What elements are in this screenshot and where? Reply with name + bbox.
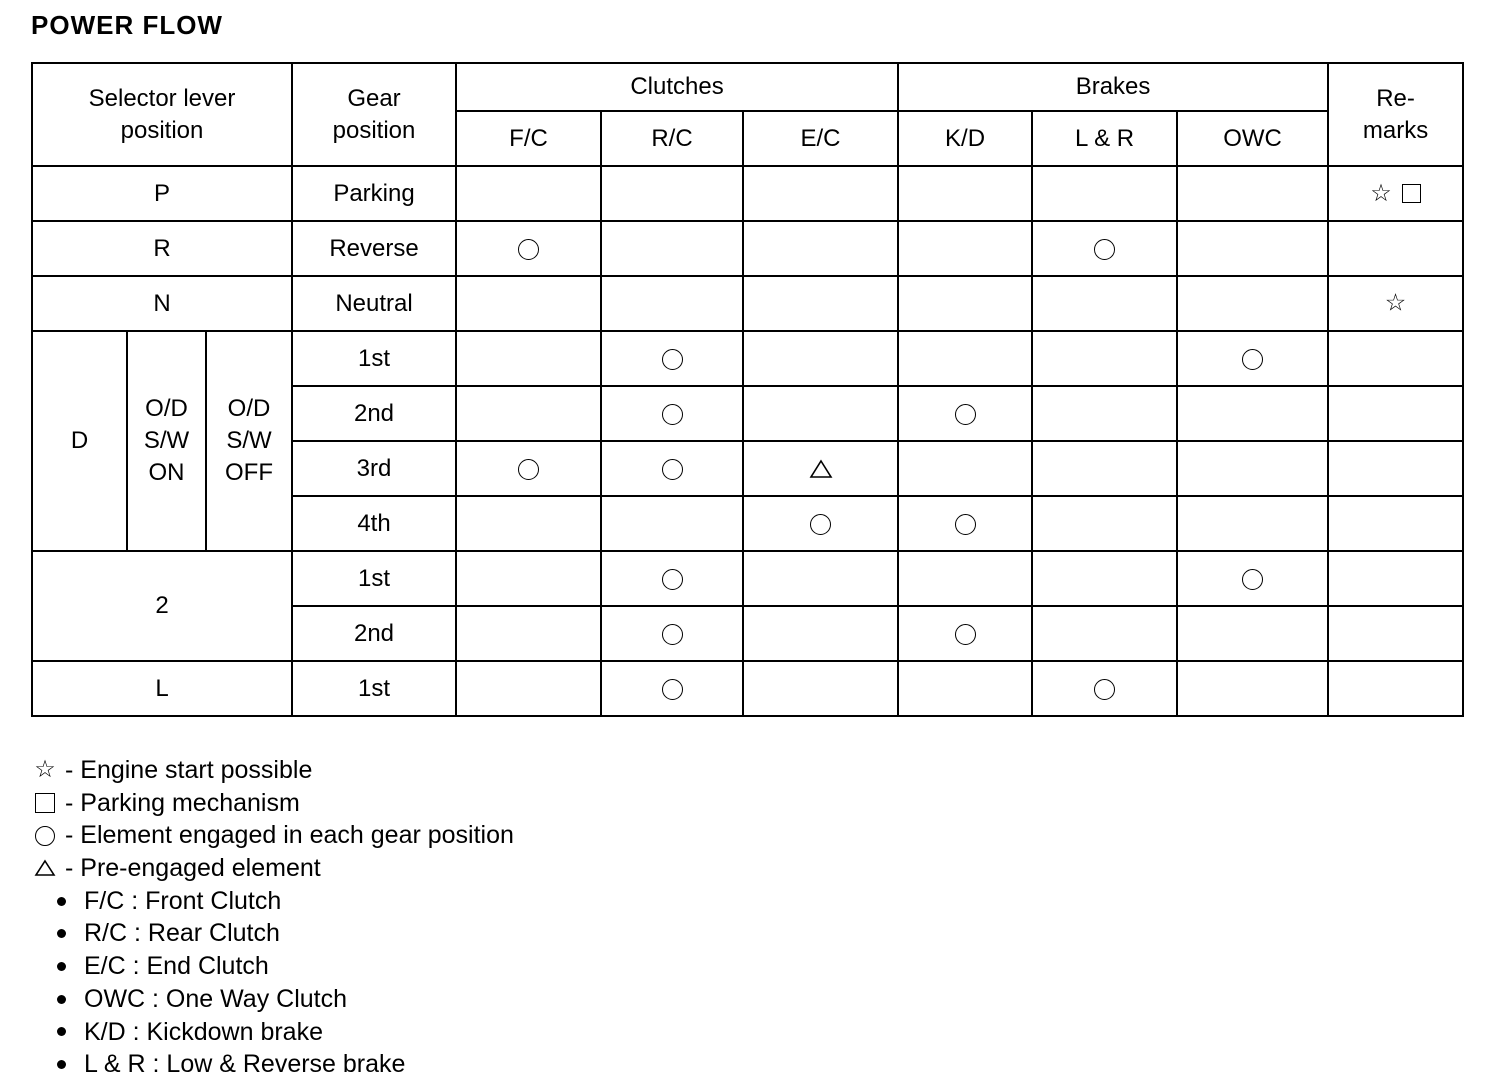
remarks-cell (1328, 276, 1463, 331)
header-owc: OWC (1177, 111, 1328, 166)
power-flow-table (31, 62, 1464, 717)
gear-cell: 2nd (292, 386, 456, 441)
bullet-icon (57, 1060, 66, 1069)
gear-cell: 3rd (292, 441, 456, 496)
gear-cell: 1st (292, 331, 456, 386)
abbreviation-text: L & R : Low & Reverse brake (84, 1050, 406, 1079)
legend-square-text: - Parking mechanism (65, 788, 300, 817)
circle-icon (662, 349, 683, 370)
od-switch-on-cell: O/D S/W ON (127, 331, 206, 551)
circle-icon (662, 569, 683, 590)
gear-cell: Neutral (292, 276, 456, 331)
bullet-icon (57, 962, 66, 971)
circle-icon (662, 624, 683, 645)
bullet-icon (57, 929, 66, 938)
circle-icon (955, 404, 976, 425)
selector-cell: N (32, 276, 292, 331)
circle-icon (518, 239, 539, 260)
header-ec: E/C (743, 111, 898, 166)
circle-icon (518, 459, 539, 480)
gear-cell: 2nd (292, 606, 456, 661)
table-row (32, 166, 1463, 221)
circle-icon (662, 404, 683, 425)
gear-cell: Reverse (292, 221, 456, 276)
legend-circle-text: - Element engaged in each gear position (65, 821, 514, 850)
header-remarks: Re- marks (1328, 63, 1463, 166)
circle-icon (1242, 349, 1263, 370)
circle-icon (1094, 679, 1115, 700)
header-gear-position: Gear position (292, 63, 456, 166)
gear-cell: 4th (292, 496, 456, 551)
abbreviation-item (33, 885, 514, 918)
abbreviation-item (33, 1048, 514, 1081)
legend-item (33, 754, 514, 787)
abbreviation-text: F/C : Front Clutch (84, 886, 282, 915)
abbreviation-item (33, 983, 514, 1016)
selector-cell: D (32, 331, 127, 551)
square-icon (35, 793, 55, 813)
circle-icon (1094, 239, 1115, 260)
abbreviation-item (33, 950, 514, 983)
circle-icon (35, 826, 55, 846)
selector-cell: P (32, 166, 292, 221)
od-switch-off-cell: O/D S/W OFF (206, 331, 292, 551)
table-row (32, 551, 1463, 606)
gear-cell: 1st (292, 551, 456, 606)
circle-icon (662, 459, 683, 480)
triangle-icon (34, 859, 56, 877)
selector-cell: R (32, 221, 292, 276)
legend-star-text: - Engine start possible (65, 756, 313, 784)
bullet-icon (57, 995, 66, 1004)
selector-cell: 2 (32, 551, 292, 661)
legend (33, 754, 514, 1081)
abbreviation-text: E/C : End Clutch (84, 952, 269, 981)
star-icon: ☆ (1370, 179, 1392, 207)
bullet-icon (57, 897, 66, 906)
header-rc: R/C (601, 111, 743, 166)
legend-item (33, 819, 514, 852)
legend-item (33, 787, 514, 820)
table-row (32, 661, 1463, 716)
triangle-icon (809, 459, 833, 479)
legend-item (33, 852, 514, 885)
abbreviation-item (33, 917, 514, 950)
circle-icon (1242, 569, 1263, 590)
header-clutches: Clutches (456, 63, 898, 111)
header-selector-position: Selector lever position (32, 63, 292, 166)
header-brakes: Brakes (898, 63, 1328, 111)
selector-cell: L (32, 661, 292, 716)
abbreviation-text: OWC : One Way Clutch (84, 984, 348, 1013)
header-kd: K/D (898, 111, 1032, 166)
circle-icon (662, 679, 683, 700)
gear-cell: Parking (292, 166, 456, 221)
bullet-icon (57, 1027, 66, 1036)
legend-triangle-text: - Pre-engaged element (65, 854, 321, 883)
abbreviation-text: K/D : Kickdown brake (84, 1017, 323, 1046)
header-fc: F/C (456, 111, 601, 166)
circle-icon (955, 514, 976, 535)
star-icon: ☆ (34, 756, 56, 783)
remarks-cell (1328, 166, 1463, 221)
gear-cell: 1st (292, 661, 456, 716)
table-row (32, 276, 1463, 331)
page-title: POWER FLOW (31, 10, 223, 40)
table-row (32, 221, 1463, 276)
abbreviation-item (33, 1016, 514, 1049)
square-icon (1402, 184, 1421, 203)
circle-icon (955, 624, 976, 645)
header-lr: L & R (1032, 111, 1177, 166)
abbreviation-text: R/C : Rear Clutch (84, 919, 280, 948)
circle-icon (810, 514, 831, 535)
table-row (32, 331, 1463, 386)
star-icon: ☆ (1384, 289, 1407, 317)
